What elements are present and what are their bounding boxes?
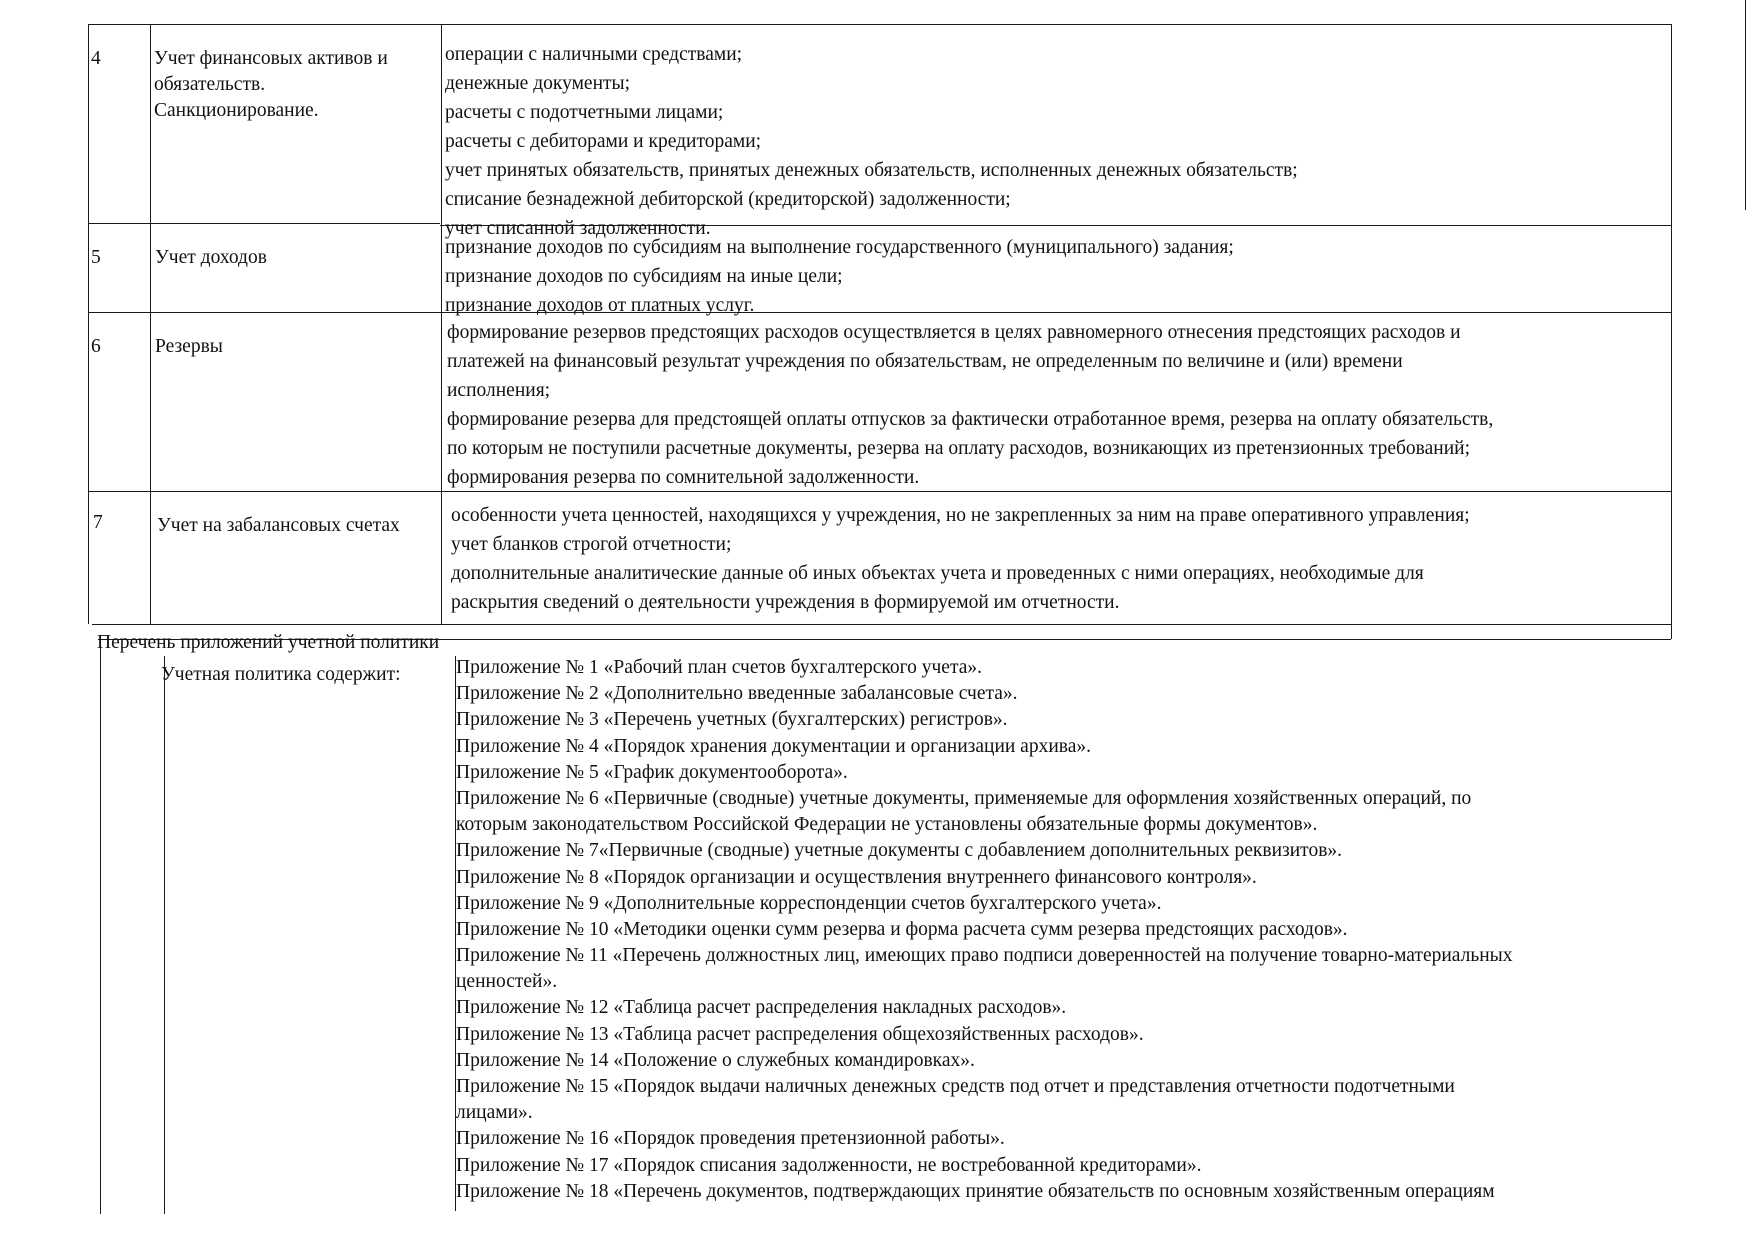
section-title: Перечень приложений учетной политики bbox=[97, 632, 440, 653]
appendix-item: Приложение № 6 «Первичные (сводные) учетные документы, применяемые для оформления хозяйственных операций, по bbox=[456, 787, 1472, 809]
appendix-item: Приложение № 3 «Перечень учетных (бухгалтерских) регистров». bbox=[456, 709, 1008, 731]
appendix-item: Приложение № 18 «Перечень документов, подтверждающих принятие обязательств по основным хозяйственным операциям bbox=[456, 1180, 1495, 1202]
row-6-content bbox=[447, 320, 1493, 491]
row-divider-7-bottom bbox=[92, 624, 1671, 625]
appendix-item: ценностей». bbox=[456, 971, 558, 993]
column-divider-2 bbox=[441, 24, 442, 624]
row-6-content-line: исполнения; bbox=[447, 380, 551, 401]
row-6-content-line: по которым не поступили расчетные документы, резерва на оплату расходов, возникающих из претензионных требований; bbox=[447, 438, 1470, 459]
appendix-item: Приложение № 11 «Перечень должностных лиц, имеющих право подписи доверенностей на получение товарно-материальных bbox=[456, 945, 1513, 967]
column-divider-1-lower bbox=[164, 656, 165, 1214]
row-4-content-line: списание безнадежной дебиторской (кредиторской) задолженности; bbox=[445, 189, 1011, 210]
row-4-content bbox=[445, 42, 1298, 242]
appendix-item: Приложение № 8 «Порядок организации и осуществления внутреннего финансового контроля». bbox=[456, 866, 1257, 888]
row-7-content-line: дополнительные аналитические данные об иных объектах учета и проведенных с ними операциях, необходимые для bbox=[451, 563, 1424, 584]
row-7-content-line: раскрытия сведений о деятельности учреждения в формируемой им отчетности. bbox=[451, 592, 1120, 613]
row-divider-6-7 bbox=[88, 491, 1671, 492]
appendix-item: Приложение № 14 «Положение о служебных командировках». bbox=[456, 1049, 975, 1071]
row-4-title bbox=[154, 46, 388, 124]
table-border-right bbox=[1671, 24, 1672, 639]
table-border-left bbox=[88, 24, 89, 624]
appendix-item: Приложение № 7«Первичные (сводные) учетные документы с добавлением дополнительных реквизитов». bbox=[456, 840, 1343, 862]
row-5-number: 5 bbox=[91, 247, 101, 268]
row-5-content bbox=[445, 235, 1234, 319]
row-7-content-line: учет бланков строгой отчетности; bbox=[451, 534, 732, 555]
row-7-title: Учет на забалансовых счетах bbox=[157, 515, 400, 536]
row-6-content-line: формирования резерва по сомнительной задолженности. bbox=[447, 467, 920, 488]
appendix-item: Приложение № 4 «Порядок хранения документации и организации архива». bbox=[456, 735, 1092, 757]
row-4-number: 4 bbox=[91, 48, 101, 69]
row-7-content-line: особенности учета ценностей, находящихся у учреждения, но не закрепленных за ним на праве оперативного управления; bbox=[451, 505, 1470, 526]
appendix-item: Приложение № 5 «График документооборота». bbox=[456, 761, 848, 783]
appendix-item: Приложение № 16 «Порядок проведения претензионной работы». bbox=[456, 1128, 1005, 1150]
appendix-item: Приложение № 15 «Порядок выдачи наличных денежных средств под отчет и представления отчетности подотчетными bbox=[456, 1076, 1455, 1097]
row-4-title-line: обязательств. bbox=[154, 74, 266, 95]
appendix-list bbox=[456, 655, 1513, 1205]
appendix-item: Приложение № 10 «Методики оценки сумм резерва и форма расчета сумм резерва предстоящих расходов». bbox=[456, 918, 1348, 940]
row-4-content-line: денежные документы; bbox=[445, 73, 631, 94]
row-4-content-line: учет списанной задолженности. bbox=[445, 218, 711, 239]
appendix-item: Приложение № 13 «Таблица расчет распределения общехозяйственных расходов». bbox=[456, 1023, 1144, 1045]
row-5-content-line: признание доходов от платных услуг. bbox=[445, 295, 755, 316]
row-4-content-line: расчеты с дебиторами и кредиторами; bbox=[445, 131, 762, 152]
row-4-content-line: расчеты с подотчетными лицами; bbox=[445, 102, 724, 123]
table-border-left-lower bbox=[100, 639, 101, 1214]
row-6-content-line: формирование резерва для предстоящей оплаты отпусков за фактически отработанное время, резерва на оплату обязательств, bbox=[447, 409, 1494, 430]
appendix-item: лицами». bbox=[456, 1102, 533, 1124]
appendix-item: Приложение № 2 «Дополнительно введенные забалансовые счета». bbox=[456, 683, 1018, 705]
appendix-item: Приложение № 1 «Рабочий план счетов бухгалтерского учета». bbox=[456, 657, 983, 678]
row-5-content-line: признание доходов по субсидиям на выполнение государственного (муниципального) задания; bbox=[445, 237, 1234, 258]
row-5-content-line: признание доходов по субсидиям на иные цели; bbox=[445, 266, 843, 287]
row-7-content bbox=[451, 503, 1470, 616]
column-divider-1 bbox=[150, 24, 151, 624]
table-border-top bbox=[88, 24, 1671, 25]
section-label: Учетная политика содержит: bbox=[161, 664, 401, 685]
row-6-content-line: платежей на финансовый результат учреждения по обязательствам, не определенным по величине и (или) времени bbox=[447, 351, 1403, 372]
appendix-item: Приложение № 12 «Таблица расчет распределения накладных расходов». bbox=[456, 997, 1067, 1019]
appendix-item: Приложение № 17 «Порядок списания задолженности, не востребованной кредиторами». bbox=[456, 1154, 1202, 1176]
row-4-content-line: учет принятых обязательств, принятых денежных обязательств, исполненных денежных обязательств; bbox=[445, 160, 1298, 181]
row-6-title: Резервы bbox=[155, 336, 223, 357]
row-4-title-line: Санкционирование. bbox=[154, 100, 319, 121]
row-4-content-line: операции с наличными средствами; bbox=[445, 44, 743, 65]
row-4-title-line: Учет финансовых активов и bbox=[154, 48, 388, 69]
row-7-number: 7 bbox=[93, 512, 103, 533]
appendix-item: Приложение № 9 «Дополнительные корреспонденции счетов бухгалтерского учета». bbox=[456, 892, 1162, 914]
page-edge-mark bbox=[1745, 0, 1746, 210]
row-6-number: 6 bbox=[91, 336, 101, 357]
row-6-content-line: формирование резервов предстоящих расходов осуществляется в целях равномерного отнесения предстоящих расходов и bbox=[447, 322, 1461, 343]
row-divider-4-5-left bbox=[88, 223, 440, 224]
row-5-title: Учет доходов bbox=[155, 247, 267, 268]
appendix-item: которым законодательством Российской Федерации не установлены обязательные формы документов». bbox=[456, 814, 1318, 836]
